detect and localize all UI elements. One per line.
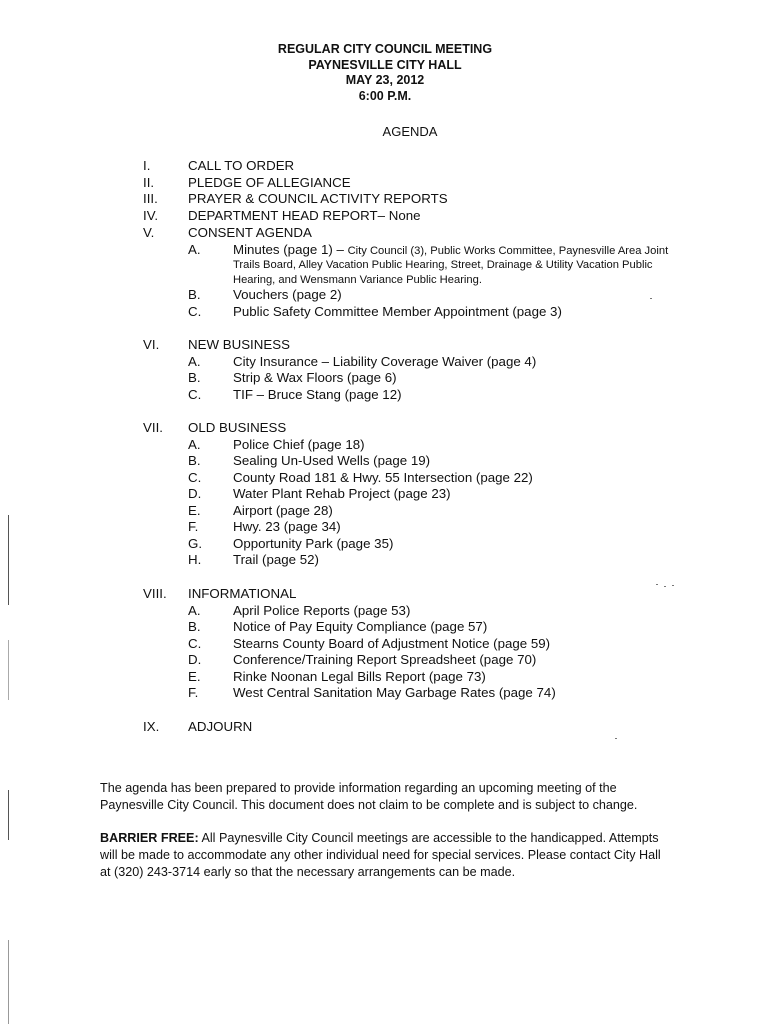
sub-item-text: Opportunity Park (page 35)	[233, 535, 394, 551]
sub-item-text: Police Chief (page 18)	[233, 436, 365, 452]
item-title: OLD BUSINESS	[188, 420, 287, 436]
sub-item	[143, 536, 723, 553]
sub-item-text: Trail (page 52)	[233, 552, 319, 568]
agenda-item	[143, 191, 723, 208]
item-title: DEPARTMENT HEAD REPORT– None	[188, 208, 421, 224]
sub-item	[143, 304, 723, 321]
sub-item-letter: A.	[188, 353, 201, 369]
disclaimer-line: Paynesville City Council. This document does not claim to be complete and is subject to change.	[100, 798, 638, 812]
spacer	[143, 403, 723, 420]
sub-item-letter: B.	[188, 453, 201, 469]
barrier-free-first-line	[100, 830, 720, 847]
sub-item	[143, 685, 723, 702]
meeting-time: 6:00 P.M.	[358, 88, 412, 103]
agenda-item	[143, 208, 723, 225]
sub-item-letter: C.	[188, 386, 202, 402]
spacer	[143, 569, 723, 586]
barrier-free-line: will be made to accommodate any other individual need for special services. Please contact City Hall	[100, 848, 661, 862]
sub-item-letter: A.	[188, 241, 201, 257]
sub-item-text: City Insurance – Liability Coverage Waiver (page 4)	[233, 353, 537, 369]
sub-item-letter: B.	[188, 287, 201, 303]
sub-item-letter: H.	[188, 552, 202, 568]
sub-item	[143, 370, 723, 387]
sub-item-letter: G.	[188, 535, 203, 551]
minutes-label: Minutes (page 1) –	[233, 241, 344, 257]
sub-item	[143, 470, 723, 487]
sub-item-letter: C.	[188, 635, 202, 651]
agenda-item	[143, 719, 723, 736]
barrier-free-label: BARRIER FREE:	[100, 831, 199, 845]
sub-item	[143, 636, 723, 653]
sub-item-text: Hwy. 23 (page 34)	[233, 519, 341, 535]
item-number: III.	[143, 191, 158, 207]
sub-item-text: April Police Reports (page 53)	[233, 602, 411, 618]
disclaimer-line: The agenda has been prepared to provide information regarding an upcoming meeting of the	[100, 781, 617, 795]
scan-artifact-line	[8, 790, 9, 840]
barrier-free-paragraph	[100, 830, 720, 881]
item-title: ADJOURN	[188, 718, 253, 734]
barrier-free-line: at (320) 243-3714 early so that the necessary arrangements can be made.	[100, 865, 516, 879]
item-number: IV.	[143, 208, 159, 224]
sub-item	[143, 387, 723, 404]
barrier-free-text: All Paynesville City Council meetings are accessible to the handicapped. Attempts	[198, 831, 659, 845]
sub-item-letter: E.	[188, 668, 201, 684]
disclaimer-paragraph	[100, 780, 720, 814]
agenda-item	[143, 586, 723, 603]
sub-item-text: Notice of Pay Equity Compliance (page 57)	[233, 619, 488, 635]
sub-item-text: County Road 181 & Hwy. 55 Intersection (page 22)	[233, 469, 533, 485]
item-number: VI.	[143, 337, 160, 353]
minutes-detail-line2: Trails Board, Alley Vacation Public Hearing, Street, Drainage & Utility Vacation Public	[233, 259, 653, 272]
sub-item	[143, 486, 723, 503]
sub-item	[143, 503, 723, 520]
sub-item-text: TIF – Bruce Stang (page 12)	[233, 386, 402, 402]
sub-item	[143, 437, 723, 454]
sub-item	[143, 619, 723, 636]
meeting-title: REGULAR CITY COUNCIL MEETING	[277, 42, 493, 56]
item-number: II.	[143, 174, 155, 190]
sub-item-text: Conference/Training Report Spreadsheet (page 70)	[233, 652, 537, 668]
item-number: VIII.	[143, 585, 167, 601]
sub-item-letter: F.	[188, 685, 199, 701]
minutes-detail: City Council (3), Public Works Committee, Paynesville Area Joint	[347, 244, 669, 257]
agenda-item	[143, 175, 723, 192]
sub-item-text	[233, 242, 723, 288]
agenda-item	[143, 420, 723, 437]
item-title: NEW BUSINESS	[188, 337, 290, 353]
agenda-list	[143, 158, 723, 735]
agenda-item	[143, 158, 723, 175]
sub-item	[143, 242, 723, 288]
sub-item-text: Airport (page 28)	[233, 502, 333, 518]
sub-item-text: Water Plant Rehab Project (page 23)	[233, 486, 451, 502]
sub-item-letter: A.	[188, 602, 201, 618]
sub-item-letter: B.	[188, 619, 201, 635]
sub-item	[143, 652, 723, 669]
scan-artifact-line	[8, 515, 9, 605]
sub-item-text: Stearns County Board of Adjustment Notice (page 59)	[233, 635, 551, 651]
sub-item	[143, 453, 723, 470]
item-title: CONSENT AGENDA	[188, 224, 312, 240]
item-title: PLEDGE OF ALLEGIANCE	[188, 174, 351, 190]
sub-item-letter: F.	[188, 519, 199, 535]
scan-speck	[615, 738, 617, 739]
meeting-date: MAY 23, 2012	[345, 73, 425, 87]
item-title: INFORMATIONAL	[188, 585, 297, 601]
spacer	[143, 320, 723, 337]
agenda-heading: AGENDA	[382, 124, 438, 139]
sub-item-letter: A.	[188, 436, 201, 452]
item-title: CALL TO ORDER	[188, 158, 295, 173]
sub-item	[143, 287, 723, 304]
scan-artifact-line	[8, 640, 9, 700]
item-number: V.	[143, 224, 155, 240]
item-number: I.	[143, 158, 151, 173]
sub-item-text: Sealing Un-Used Wells (page 19)	[233, 453, 431, 469]
sub-item	[143, 669, 723, 686]
spacer	[143, 702, 723, 719]
meeting-header	[0, 42, 770, 104]
sub-item-text: Vouchers (page 2)	[233, 287, 342, 303]
sub-item-text: West Central Sanitation May Garbage Rates (page 74)	[233, 685, 556, 701]
sub-item-letter: B.	[188, 370, 201, 386]
item-title: PRAYER & COUNCIL ACTIVITY REPORTS	[188, 191, 448, 207]
agenda-item	[143, 225, 723, 242]
agenda-item	[143, 337, 723, 354]
meeting-location: PAYNESVILLE CITY HALL	[308, 57, 462, 72]
sub-item	[143, 552, 723, 569]
sub-item-letter: C.	[188, 303, 202, 319]
scan-artifact-line	[8, 940, 9, 1024]
minutes-detail-line3: Hearing, and Wensmann Variance Public Hearing.	[233, 273, 482, 286]
sub-item-text: Strip & Wax Floors (page 6)	[233, 370, 397, 386]
sub-item-text: Rinke Noonan Legal Bills Report (page 73)	[233, 668, 486, 684]
sub-item-letter: D.	[188, 486, 202, 502]
sub-item-letter: E.	[188, 502, 201, 518]
sub-item	[143, 603, 723, 620]
sub-item-letter: C.	[188, 469, 202, 485]
item-number: VII.	[143, 420, 163, 436]
item-number: IX.	[143, 718, 160, 734]
sub-item	[143, 519, 723, 536]
sub-item	[143, 354, 723, 371]
sub-item-text: Public Safety Committee Member Appointment (page 3)	[233, 303, 562, 319]
sub-item-letter: D.	[188, 652, 202, 668]
